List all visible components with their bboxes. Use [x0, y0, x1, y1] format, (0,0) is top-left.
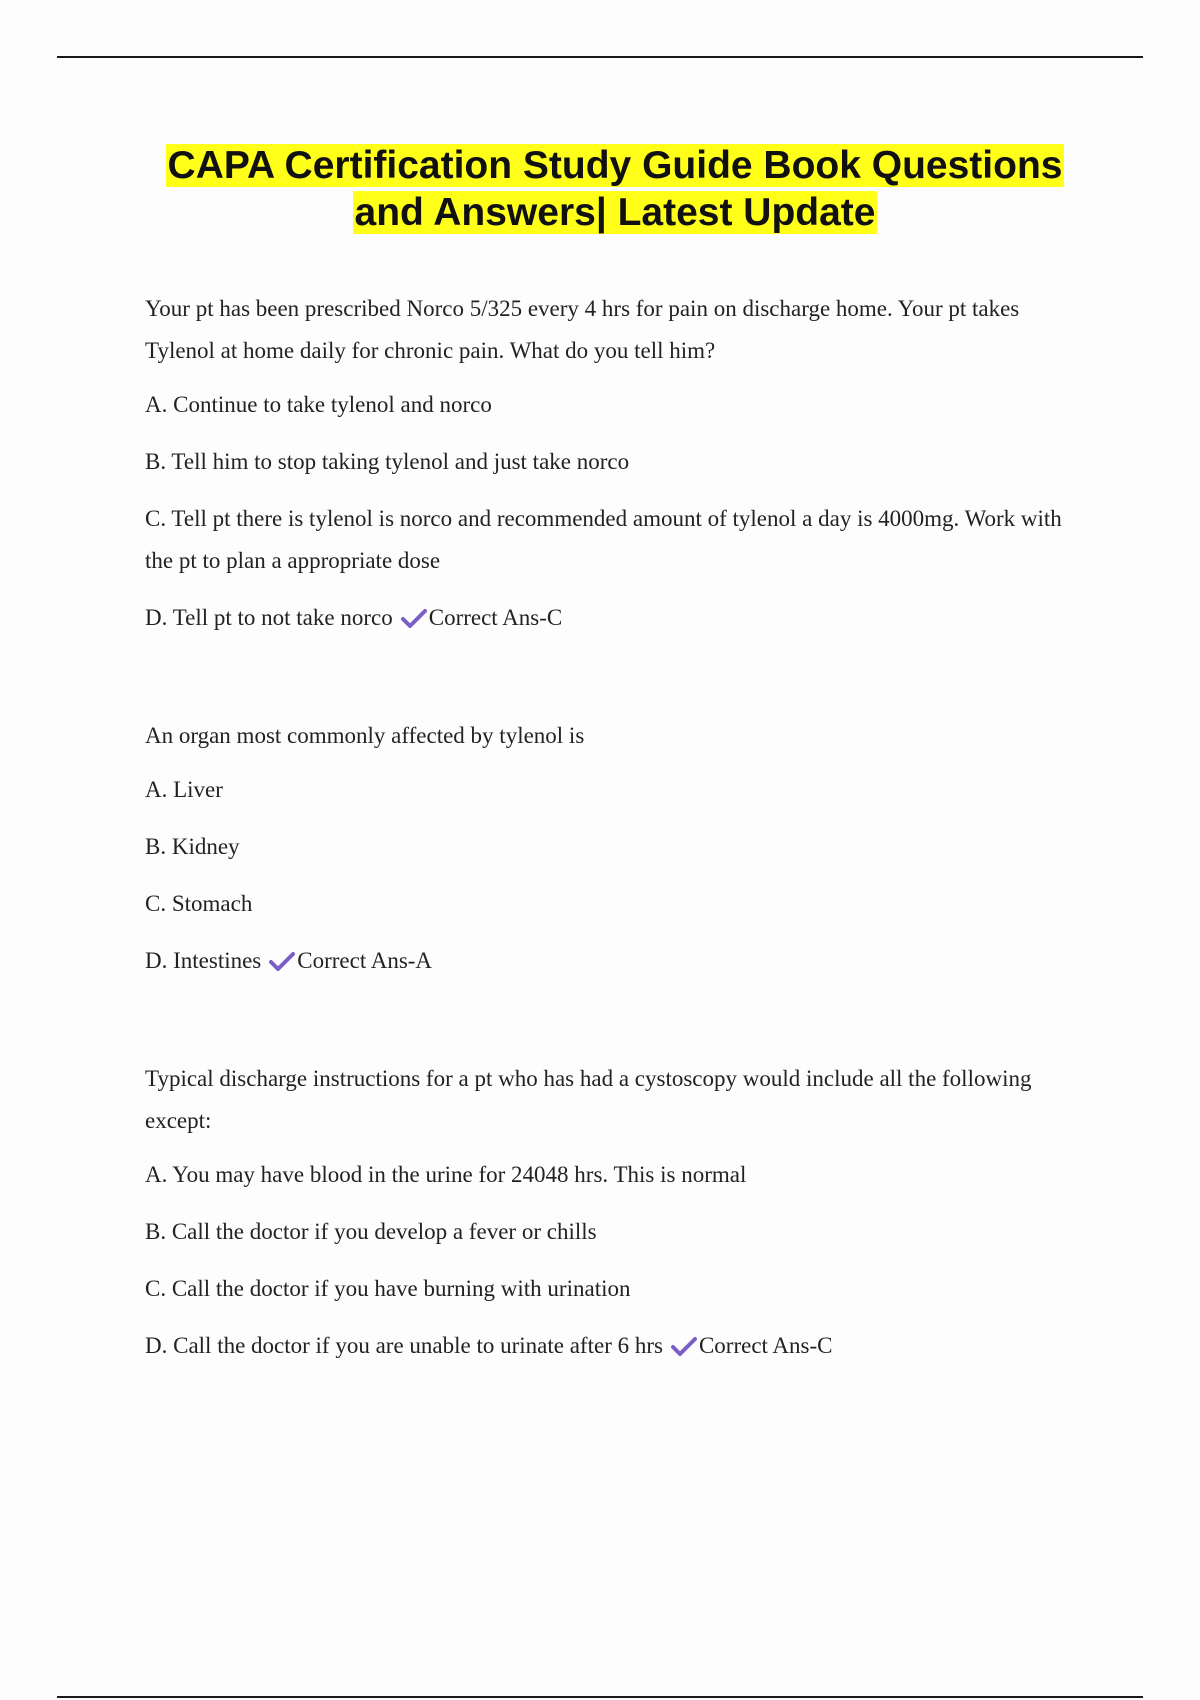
title-line-1: CAPA Certification Study Guide Book Questions: [167, 144, 1063, 187]
option-a: A. Liver: [145, 777, 223, 802]
checkmark-icon: [269, 951, 295, 971]
option-a: A. You may have blood in the urine for 24048 hrs. This is normal: [145, 1162, 747, 1187]
option-d: [145, 940, 1085, 982]
option-d: [145, 1325, 1085, 1367]
option-c: C. Call the doctor if you have burning with urination: [145, 1276, 631, 1301]
question-text: An organ most commonly affected by tylenol is: [145, 723, 585, 748]
option-a: A. Continue to take tylenol and norco: [145, 392, 492, 417]
option-b: B. Call the doctor if you develop a fever or chills: [145, 1219, 597, 1244]
option-c: C. Stomach: [145, 891, 253, 916]
footer-rule: [57, 1696, 1143, 1698]
option-d-text: D. Call the doctor if you are unable to urinate after 6 hrs: [145, 1333, 663, 1358]
option-c: C. Tell pt there is tylenol is norco and recommended amount of tylenol a day is 4000mg. Work with the pt to plan a appropriate dose: [145, 506, 1062, 573]
question-block: [145, 1058, 1085, 1367]
question-list: [145, 288, 1085, 1443]
correct-answer: Correct Ans-C: [698, 1333, 833, 1358]
question-text: Typical discharge instructions for a pt who has had a cystoscopy would include all the following except:: [145, 1066, 1032, 1133]
option-d: [145, 597, 1085, 639]
document-title: [100, 142, 1130, 236]
checkmark-icon: [401, 608, 427, 628]
option-d-text: D. Tell pt to not take norco: [145, 605, 393, 630]
title-line-2: and Answers| Latest Update: [354, 191, 876, 234]
option-b: B. Kidney: [145, 834, 240, 859]
question-text: Your pt has been prescribed Norco 5/325 every 4 hrs for pain on discharge home. Your pt takes Tylenol at home daily for chronic pain. What do you tell him?: [145, 296, 1020, 363]
header-rule: [57, 56, 1143, 58]
question-block: [145, 715, 1085, 982]
correct-answer: Correct Ans-A: [297, 948, 433, 973]
question-block: [145, 288, 1085, 639]
option-d-text: D. Intestines: [145, 948, 262, 973]
checkmark-icon: [671, 1336, 697, 1356]
correct-answer: Correct Ans-C: [428, 605, 563, 630]
option-b: B. Tell him to stop taking tylenol and just take norco: [145, 449, 630, 474]
